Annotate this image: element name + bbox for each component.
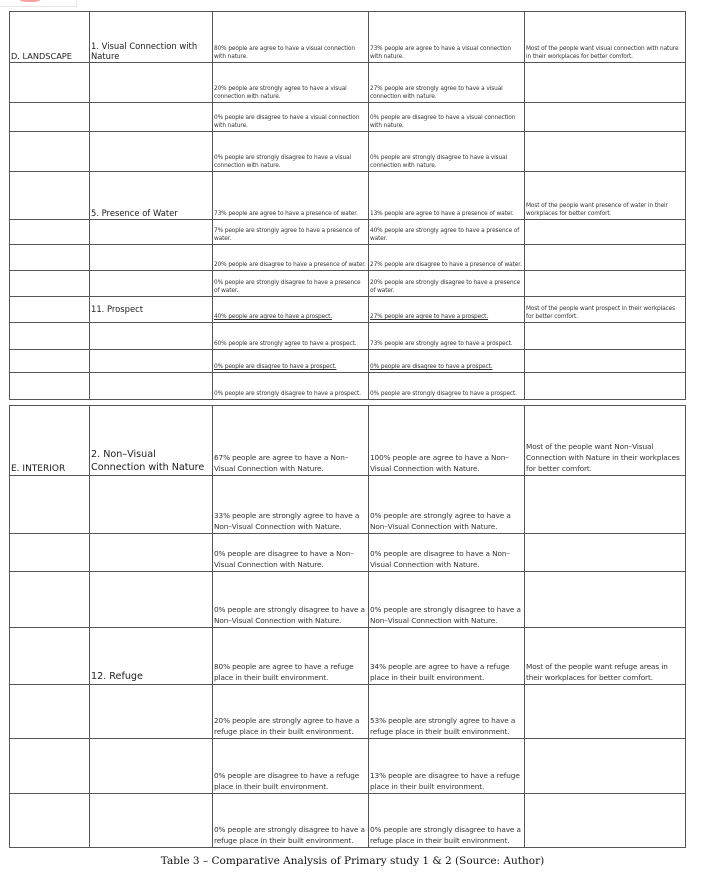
empty-cell [10,572,90,628]
empty-cell [10,628,90,685]
table-row [10,406,686,476]
study1-cell: 60% people are strongly agree to have a prospect. [213,323,369,350]
empty-cell [10,476,90,534]
empty-cell [525,63,686,103]
study2-cell: 0% people are disagree to have a Non–Visual Connection with Nature. [369,534,525,572]
study2-cell: 0% people are strongly disagree to have a refuge place in their built environment. [369,794,525,848]
study2-cell: 27% people are strongly agree to have a visual connection with nature. [369,63,525,103]
table-row [10,220,686,245]
empty-cell [525,794,686,848]
study2-cell: 34% people are agree to have a refuge place in their built environment. [369,628,525,685]
table-row [10,350,686,373]
empty-cell [10,297,90,323]
table-row [10,739,686,794]
table-row [10,628,686,685]
empty-cell [10,323,90,350]
table-row [10,63,686,103]
empty-cell [525,220,686,245]
study1-cell: 80% people are agree to have a refuge place in their built environment. [213,628,369,685]
study1-cell: 73% people are agree to have a presence of water. [213,172,369,220]
study2-cell: 73% people are strongly agree to have a prospect. [369,323,525,350]
empty-cell [10,794,90,848]
table-row [10,132,686,172]
study2-text: 27% people are agree to have a prospect. [370,314,489,320]
empty-cell [10,534,90,572]
empty-cell [90,794,213,848]
empty-cell [90,132,213,172]
parameter-cell: 2. Non–Visual Connection with Nature [90,406,213,476]
study2-cell: 0% people are strongly agree to have a Non–Visual Connection with Nature. [369,476,525,534]
empty-cell [525,373,686,400]
study1-cell: 0% people are disagree to have a Non–Visual Connection with Nature. [213,534,369,572]
table-row [10,572,686,628]
empty-cell [10,220,90,245]
table-caption: Table 3 – Comparative Analysis of Primary study 1 & 2 (Source: Author) [160,855,545,867]
table-row [10,245,686,271]
conclusion-cell: Most of the people want presence of water in their workplaces for better comfort. [525,172,686,220]
empty-cell [525,685,686,739]
empty-cell [90,572,213,628]
empty-cell [525,103,686,132]
table-row [10,297,686,323]
conclusion-cell: Most of the people want refuge areas in their workplaces for better comfort. [525,628,686,685]
empty-cell [525,323,686,350]
study1-text: 0% people are disagree to have a prospect. [214,364,337,370]
study1-cell: 0% people are disagree to have a visual connection with nature. [213,103,369,132]
empty-cell [525,739,686,794]
empty-cell [90,350,213,373]
study2-cell: 100% people are agree to have a Non–Visual Connection with Nature. [369,406,525,476]
empty-cell [525,245,686,271]
empty-cell [90,63,213,103]
study1-cell [213,350,369,373]
empty-cell [10,739,90,794]
conclusion-cell: Most of the people want visual connection with nature in their workplaces for better comfort. [525,12,686,63]
study2-cell: 13% people are disagree to have a refuge place in their built environment. [369,739,525,794]
parameter-cell: 5. Presence of Water [90,172,213,220]
study1-cell: 80% people are agree to have a visual connection with nature. [213,12,369,63]
empty-cell [10,132,90,172]
study1-cell [213,297,369,323]
study2-cell: 73% people are agree to have a visual connection with nature. [369,12,525,63]
empty-cell [90,245,213,271]
study1-cell: 67% people are agree to have a Non–Visual Connection with Nature. [213,406,369,476]
empty-cell [525,476,686,534]
study1-cell: 20% people are disagree to have a presence of water. [213,245,369,271]
empty-cell [90,373,213,400]
category-cell: E. INTERIOR [10,406,90,476]
table-row [10,794,686,848]
empty-cell [10,103,90,132]
study1-cell: 7% people are strongly agree to have a presence of water. [213,220,369,245]
empty-cell [90,323,213,350]
study1-cell: 0% people are strongly disagree to have a presence of water. [213,271,369,297]
parameter-cell: 11. Prospect [90,297,213,323]
table-row [10,685,686,739]
empty-cell [525,271,686,297]
table-row [10,534,686,572]
study2-text: 0% people are disagree to have a prospect. [370,364,493,370]
empty-cell [10,63,90,103]
study2-cell: 0% people are strongly disagree to have a Non–Visual Connection with Nature. [369,572,525,628]
category-cell: D. LANDSCAPE [10,12,90,63]
study2-cell: 27% people are disagree to have a presence of water. [369,245,525,271]
empty-cell [90,739,213,794]
study2-cell: 0% people are disagree to have a visual connection with nature. [369,103,525,132]
study1-cell: 20% people are strongly agree to have a visual connection with nature. [213,63,369,103]
empty-cell [525,572,686,628]
table-row [10,373,686,400]
study1-cell: 20% people are strongly agree to have a refuge place in their built environment. [213,685,369,739]
table-row [10,323,686,350]
study1-text: 40% people are agree to have a prospect. [214,314,333,320]
table-row [10,476,686,534]
study2-cell: 13% people are agree to have a presence of water. [369,172,525,220]
empty-cell [10,350,90,373]
table-row [10,103,686,132]
empty-cell [90,685,213,739]
parameter-cell: 1. Visual Connection with Nature [90,12,213,63]
study1-cell: 0% people are strongly disagree to have a Non–Visual Connection with Nature. [213,572,369,628]
study2-cell: 0% people are strongly disagree to have a visual connection with nature. [369,132,525,172]
empty-cell [10,373,90,400]
empty-cell [90,220,213,245]
table-row [10,172,686,220]
study2-cell [369,350,525,373]
study1-cell: 0% people are strongly disagree to have a prospect. [213,373,369,400]
empty-cell [525,534,686,572]
conclusion-cell: Most of the people want prospect in their workplaces for better comfort. [525,297,686,323]
study1-cell: 0% people are strongly disagree to have a visual connection with nature. [213,132,369,172]
empty-cell [10,685,90,739]
landscape-table [9,11,686,400]
empty-cell [525,350,686,373]
empty-cell [90,476,213,534]
study1-cell: 33% people are strongly agree to have a Non–Visual Connection with Nature. [213,476,369,534]
empty-cell [10,271,90,297]
empty-cell [90,271,213,297]
table-row [10,12,686,63]
empty-cell [525,132,686,172]
empty-cell [90,534,213,572]
study2-cell: 20% people are strongly disagree to have a presence of water. [369,271,525,297]
table-row [10,271,686,297]
study2-cell: 40% people are strongly agree to have a presence of water. [369,220,525,245]
study1-cell: 0% people are disagree to have a refuge place in their built environment. [213,739,369,794]
empty-cell [10,245,90,271]
empty-cell [10,172,90,220]
interior-table [9,405,686,848]
study2-cell [369,297,525,323]
study2-cell: 0% people are strongly disagree to have a prospect. [369,373,525,400]
conclusion-cell: Most of the people want Non–Visual Connection with Nature in their workplaces for better comfort. [525,406,686,476]
study2-cell: 53% people are strongly agree to have a refuge place in their built environment. [369,685,525,739]
parameter-cell: 12. Refuge [90,628,213,685]
study1-cell: 0% people are strongly disagree to have a refuge place in their built environment. [213,794,369,848]
empty-cell [90,103,213,132]
